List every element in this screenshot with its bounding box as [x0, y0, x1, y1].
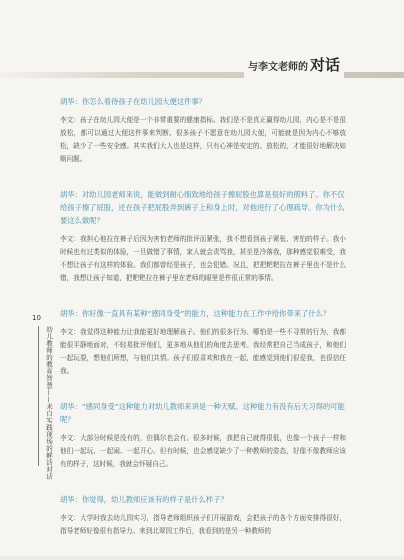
answer-3: 李文：我觉得这种能力让我能更好地理解孩子。他们的很多行为、哪怕是一些不寻常的行为，我都能很平静地面对，不轻易批评他们，更多地从他们的角度去思考。我经常把自己当成孩子，和他们一起玩耍，想他们所想，与他们共情。孩子们很喜欢和我在一起，能感觉到他们很爱我，也很信任我。 — [60, 328, 346, 375]
dialog-content — [60, 95, 346, 560]
header-title-emphasis: 对话 — [309, 56, 340, 74]
header-title-prefix: 与李文老师的 — [247, 62, 308, 73]
answer-1: 李文：孩子在幼儿园大便是一个非常重要的健康指标。我们是不是真正赢得幼儿园，内心是不是很放松，都可以通过大便这件事来判断。很多孩子不愿意在幼儿园大便，可能就是因为内心不够放松，缺少了一些安全感。其实我们大人也是这样，只有心神是安定的、放松的，才能很好地解决如厕问题。 — [60, 116, 346, 163]
page-number: 10 — [32, 314, 41, 322]
question-1: 胡华：你怎么看待孩子在幼儿园大便这件事？ — [60, 97, 206, 106]
margin-divider — [38, 326, 39, 466]
answer-4: 李文：大部分时候是没有的，但偶尔也会有。很多时候，我把自己就得很低，也像一个孩子一样和他们一起玩、一起闹、一起开心。但有时候，也会感觉缺少了一种教师的姿态，好像不像教师应该有的样子，这时候，我就会怀疑自己。 — [60, 434, 346, 468]
question-3: 胡华：你好像一直具有某种“感同身受”的能力，这种能力在工作中给你带来了什么？ — [60, 309, 331, 318]
book-title-vertical: 幼儿教师的教育智慧——来自实践现场的鲜活对话 — [45, 326, 53, 480]
header-title — [244, 55, 344, 78]
answer-2: 李文：我担心他拉在裤子后因为害怕老师的批评而紧张，我不想看到孩子紧张、害怕的样子。我小时候也有过类似的体验，一旦做错了事情，家人就会责骂我，甚至是冷落我，那种感觉很难受，我不想让孩子有这样的体验。我们都曾经是孩子，也会犯错。况且，把把粑粑拉在裤子里也不是什么错，我想让孩子知道，把粑粑拉在裤子里在老师的眼里是件很正常的事情。 — [60, 235, 346, 282]
question-5: 胡华：你觉得，幼儿教师应该有的样子是什么样子？ — [60, 495, 228, 504]
answer-5: 李文：大学时我去幼儿园实习，指导老师组织孩子们开展游戏，会把孩子的各个方面安排得很好，指导老师好像很有指导力。来到北翠园工作后，我看到的是另一种教师的 — [60, 514, 346, 535]
running-header — [0, 55, 404, 81]
question-4: 胡华：“感同身受”这种能力对幼儿教师来讲是一种天赋。这种能力有没有后天习得的可能呢？ — [60, 402, 345, 424]
question-2: 胡华：对幼儿园老师来说，能做到耐心细致地给孩子擦屁股也算是很好的照料了。你不仅给孩子擦了屁股，还在孩子把屁股弄到裤子上和身上时，对他进行了心理疏导。你为什么要这么做呢？ — [60, 190, 345, 225]
